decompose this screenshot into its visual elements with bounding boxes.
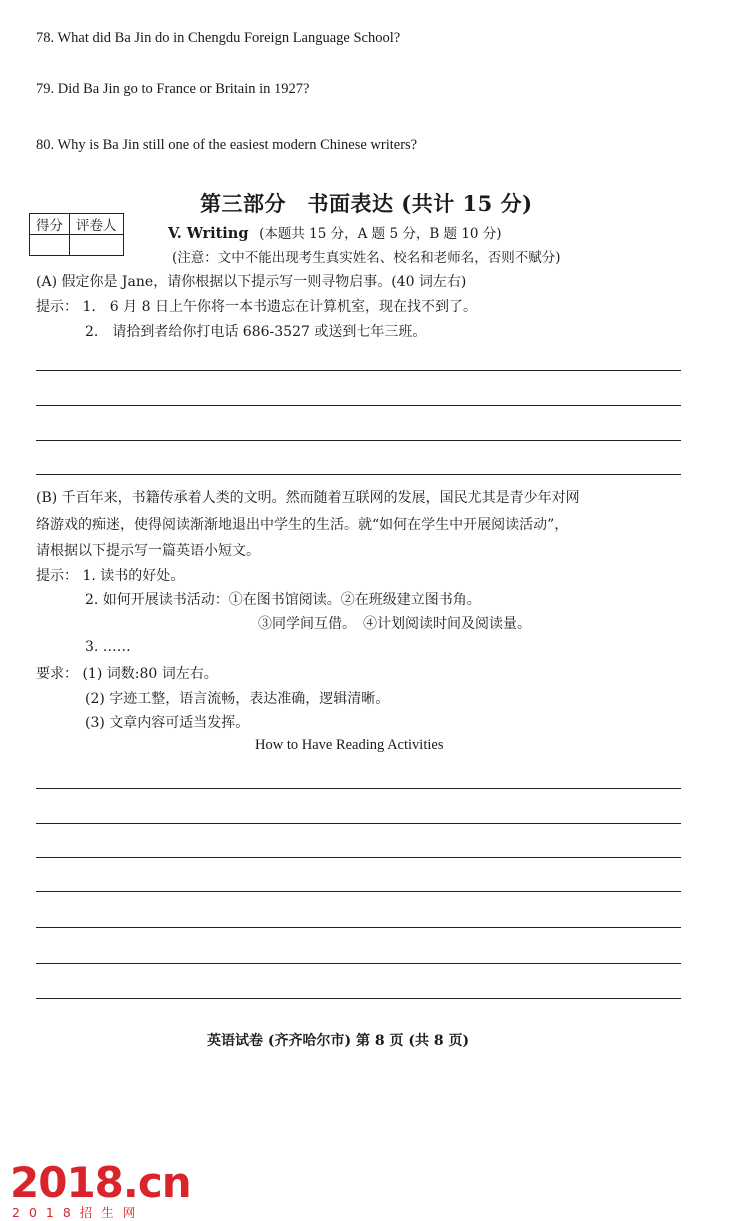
requirement-label: 要求：	[36, 666, 78, 682]
question-number: 79.	[36, 81, 55, 97]
answer-line	[36, 405, 681, 406]
question-78	[36, 30, 400, 47]
part-a-hint-row-1	[36, 296, 477, 316]
part-b-intro-1: (B) 千百年来，书籍传承着人类的文明。然而随着互联网的发展，国民尤其是青少年对网	[36, 490, 580, 506]
answer-line	[36, 857, 681, 858]
section-title: 第三部分 书面表达 (共计 15 分)	[200, 191, 533, 216]
logo-main-text: 2018.cn	[10, 1158, 191, 1207]
score-box	[29, 213, 124, 256]
question-80	[36, 137, 417, 154]
essay-title: How to Have Reading Activities	[255, 737, 444, 753]
question-text: Why is Ba Jin still one of the easiest modern Chinese writers?	[57, 137, 418, 153]
question-79	[36, 81, 309, 98]
hint-label: 提示：	[36, 568, 78, 584]
answer-line	[36, 927, 681, 928]
writing-points: (本题共 15 分，A 题 5 分，B 题 10 分)	[259, 226, 502, 242]
part-b-hint-3: 3. ……	[85, 639, 131, 655]
question-text: Did Ba Jin go to France or Britain in 1927?	[57, 81, 310, 97]
logo-sub-text: 2018招生网	[12, 1205, 145, 1220]
part-a-hint-row-2: 2. 请拾到者给你打电话 686-3527 或送到七年三班。	[85, 324, 427, 340]
part-b-intro-3: 请根据以下提示写一篇英语小短文。	[36, 543, 260, 559]
part-b-req-2: (2) 字迹工整，语言流畅，表达准确，逻辑清晰。	[85, 691, 390, 707]
answer-line	[36, 998, 681, 999]
answer-line	[36, 963, 681, 964]
part-b-req-row-1	[36, 663, 218, 683]
answer-line	[36, 474, 681, 475]
page-footer: 英语试卷 (齐齐哈尔市) 第 8 页 (共 8 页)	[207, 1033, 470, 1049]
part-b-hint-row-1	[36, 565, 184, 585]
answer-line	[36, 823, 681, 824]
answer-line	[36, 788, 681, 789]
hint-item: 1. 读书的好处。	[82, 568, 185, 584]
writing-heading: V. Writing	[168, 225, 249, 242]
part-b-req-3: (3) 文章内容可适当发挥。	[85, 715, 250, 731]
grader-label: 评卷人	[70, 214, 124, 235]
score-label: 得分	[30, 214, 70, 235]
answer-line	[36, 370, 681, 371]
hint-item: 1. 6 月 8 日上午你将一本书遗忘在计算机室，现在找不到了。	[82, 299, 477, 315]
hint-label: 提示：	[36, 299, 78, 315]
question-number: 80.	[36, 137, 55, 153]
part-b-intro-2: 络游戏的痴迷，使得阅读渐渐地退出中学生的生活。就“如何在学生中开展阅读活动”，	[36, 517, 569, 533]
question-text: What did Ba Jin do in Chengdu Foreign Language School?	[57, 30, 401, 46]
answer-line	[36, 891, 681, 892]
answer-line	[36, 440, 681, 441]
question-number: 78.	[36, 30, 55, 46]
grader-cell	[70, 235, 124, 256]
part-b-hint-2-cont: ③同学间互借。 ④计划阅读时间及阅读量。	[258, 616, 531, 632]
writing-note: (注意：文中不能出现考生真实姓名、校名和老师名，否则不赋分)	[172, 250, 561, 266]
site-logo	[10, 1158, 191, 1220]
requirement-item: (1) 词数:80 词左右。	[82, 666, 218, 682]
writing-heading-line	[168, 222, 502, 242]
part-b-hint-2: 2. 如何开展读书活动：①在图书馆阅读。②在班级建立图书角。	[85, 592, 481, 608]
part-a-intro: (A) 假定你是 Jane，请你根据以下提示写一则寻物启事。(40 词左右)	[36, 274, 467, 290]
score-cell	[30, 235, 70, 256]
